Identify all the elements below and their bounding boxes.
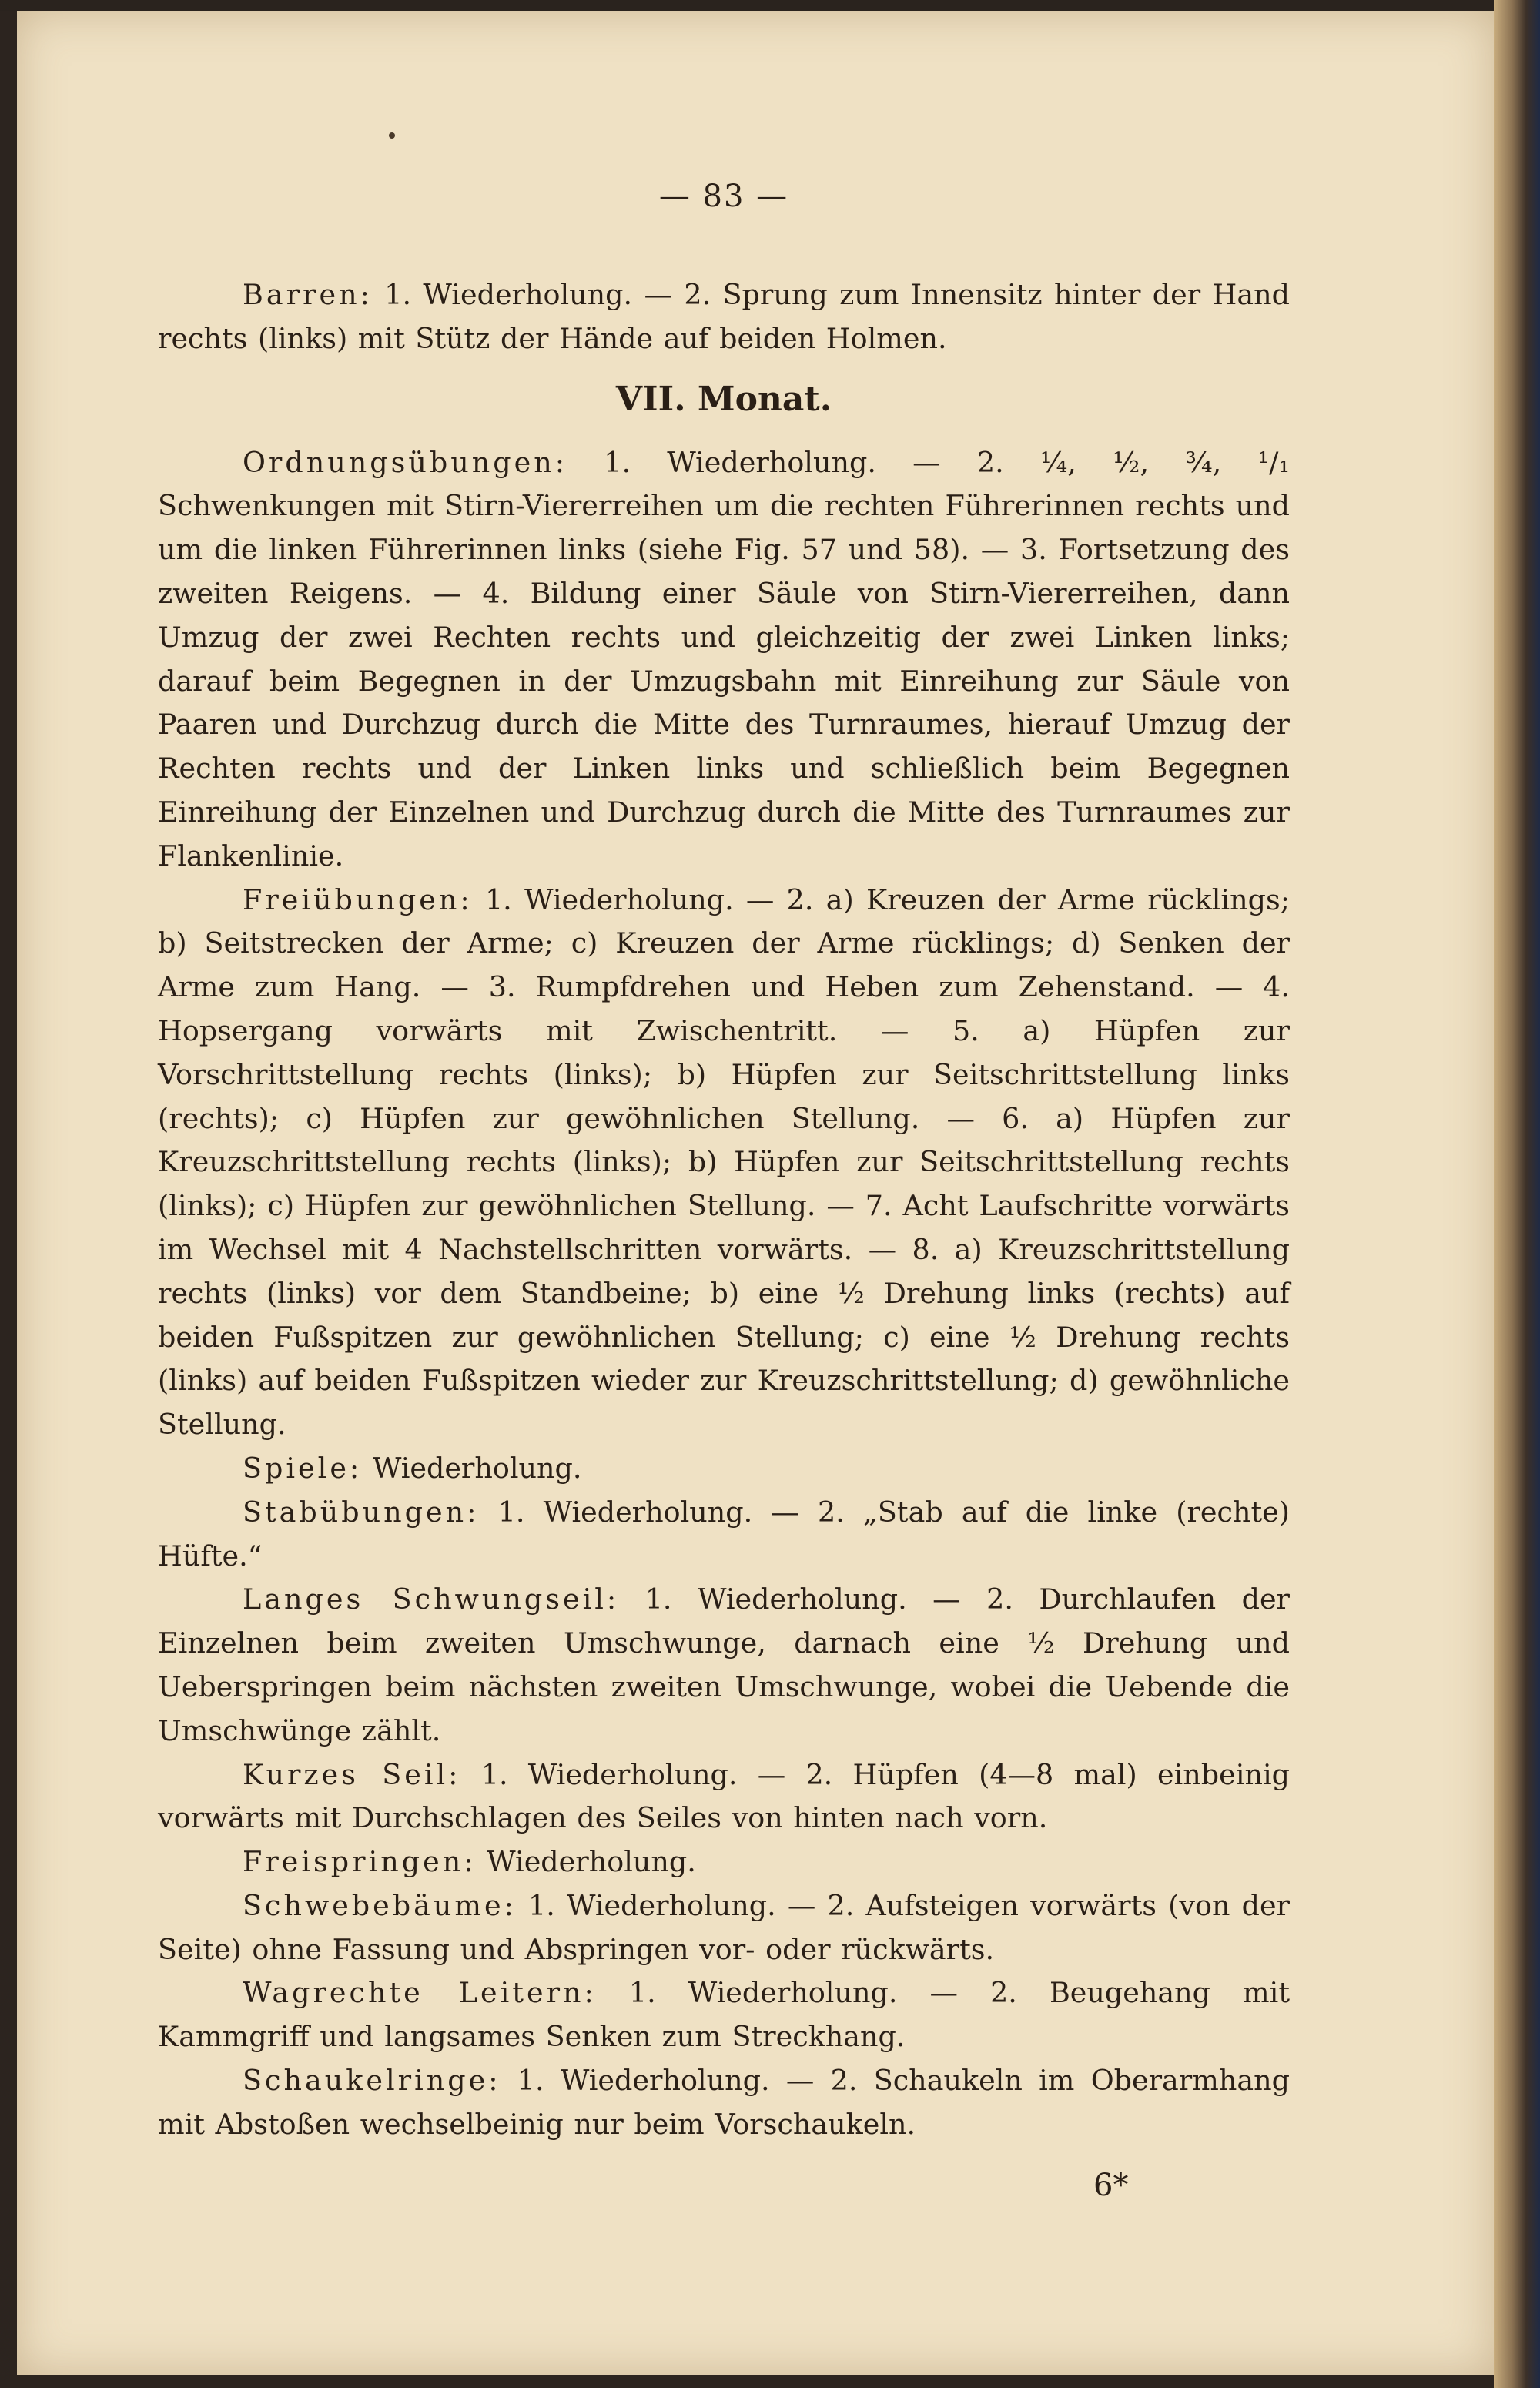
exercise-label: Barren: (243, 278, 373, 311)
paragraph-wagrechte-leitern (158, 1971, 1290, 2059)
exercise-text: 1. Wiederholung. — 2. Aufsteigen vorwärts (von der Seite) ohne Fassung und Abspringen vor- oder rückwärts. (158, 1888, 1290, 1966)
paragraph-stabuebungen (158, 1491, 1290, 1579)
exercise-label: Kurzes Seil: (243, 1757, 461, 1791)
page-number: — 83 — (658, 179, 789, 214)
exercise-label: Wagrechte Leitern: (243, 1976, 597, 2010)
exercise-label: Schwebebäume: (243, 1888, 517, 1922)
exercise-label: Stabübungen: (243, 1495, 480, 1529)
exercise-label: Ordnungsübungen: (243, 445, 568, 479)
exercise-label: Freiübungen: (243, 883, 473, 916)
exercise-text: Wiederholung. (476, 1845, 696, 1879)
exercise-text: 1. Wiederholung. — 2. a) Kreuzen der Arme rücklings; b) Seitstrecken der Arme; c) Kreuzen der Arme rücklings; d) Senken der Arme zum Hang. — 3. Rumpfdrehen und Heben zum Zehenstand. — 4. Hopsergang vorwärts mit Zwischentritt. — 5. a) Hüpfen zur Vorschrittstellung rechts (links); b) Hüpfen zur Seitschrittstellung links (rechts); c) Hüpfen zur gewöhnlichen Stellung. — 6. a) Hüpfen zur Kreuzschrittstellung rechts (links); b) Hüpfen zur Seitschrittstellung rechts (links); c) Hüpfen zur gewöhnlichen Stellung. — 7. Acht Laufschritte vorwärts im Wechsel mit 4 Nachstellschritten vorwärts. — 8. a) Kreuzschrittstellung rechts (links) vor dem Standbeine; b) eine ½ Drehung links (rechts) auf beiden Fußspitzen zur gewöhnlichen Stellung; c) eine ½ Drehung rechts (links) auf beiden Fußspitzen wieder zur Kreuzschrittstellung; d) gewöhnliche Stellung. (158, 883, 1290, 1442)
section-heading: VII. Monat. (615, 379, 832, 419)
exercise-text: 1. Wiederholung. — 2. Beugehang mit Kammgriff und langsames Senken zum Streckhang. (158, 1976, 1290, 2054)
exercise-text: Wiederholung. (362, 1451, 582, 1485)
page-text-block (158, 166, 1290, 2147)
paragraph-schaukelringe (158, 2059, 1290, 2147)
paragraph-schwebebaeume (158, 1884, 1290, 1972)
paragraph-freiuebungen (158, 879, 1290, 1447)
exercise-text: 1. Wiederholung. — 2. Durchlaufen der Einzelnen beim zweiten Umschwunge, darnach eine ½ Drehung und Ueberspringen beim nächsten zweiten Umschwunge, wobei die Uebende die Umschwünge zählt. (158, 1583, 1291, 1747)
exercise-text: 1. Wiederholung. — 2. „Stab auf die linke (rechte) Hüfte.“ (158, 1495, 1290, 1572)
exercise-label: Freispringen: (243, 1845, 477, 1879)
paragraph-ordnungsuebungen (158, 441, 1290, 879)
paragraph-spiele (158, 1447, 1290, 1491)
exercise-label: Spiele: (243, 1451, 363, 1485)
book-top-edge (0, 0, 1540, 11)
book-spine-edge (1494, 0, 1540, 2388)
exercise-label: Langes Schwungseil: (243, 1583, 620, 1616)
paragraph-barren (158, 273, 1290, 361)
ink-speck (389, 132, 395, 139)
exercise-text: 1. Wiederholung. — 2. ¼, ½, ¾, ¹/₁ Schwenkungen mit Stirn-Viererreihen um die rechten Führerinnen rechts und um die linken Führerinnen links (siehe Fig. 57 und 58). — 3. Fortsetzung des zweiten Reigens. — 4. Bildung einer Säule von Stirn-Viererreihen, dann Umzug der zwei Rechten rechts und gleichzeitig der zwei Linken links; darauf beim Begegnen in der Umzugsbahn mit Einreihung zur Säule von Paaren und Durchzug durch die Mitte des Turnraumes, hierauf Umzug der Rechten rechts und der Linken links und schließlich beim Begegnen Einreihung der Einzelnen und Durchzug durch die Mitte des Turnraumes zur Flankenlinie. (158, 445, 1290, 872)
paragraph-langes-schwungseil (158, 1578, 1290, 1753)
paragraph-kurzes-seil (158, 1753, 1290, 1841)
exercise-text: 1. Wiederholung. — 2. Hüpfen (4—8 mal) einbeinig vorwärts mit Durchschlagen des Seiles von hinten nach vorn. (158, 1757, 1290, 1835)
printer-signature-mark: 6* (1093, 2168, 1129, 2203)
exercise-label: Schaukelringe: (243, 2064, 501, 2098)
exercise-text: 1. Wiederholung. — 2. Schaukeln im Oberarmhang mit Abstoßen wechselbeinig nur beim Vorschaukeln. (158, 2064, 1290, 2141)
exercise-text: 1. Wiederholung. — 2. Sprung zum Innensitz hinter der Hand rechts (links) mit Stütz der Hände auf beiden Holmen. (158, 278, 1290, 355)
paragraph-freispringen (158, 1840, 1290, 1884)
